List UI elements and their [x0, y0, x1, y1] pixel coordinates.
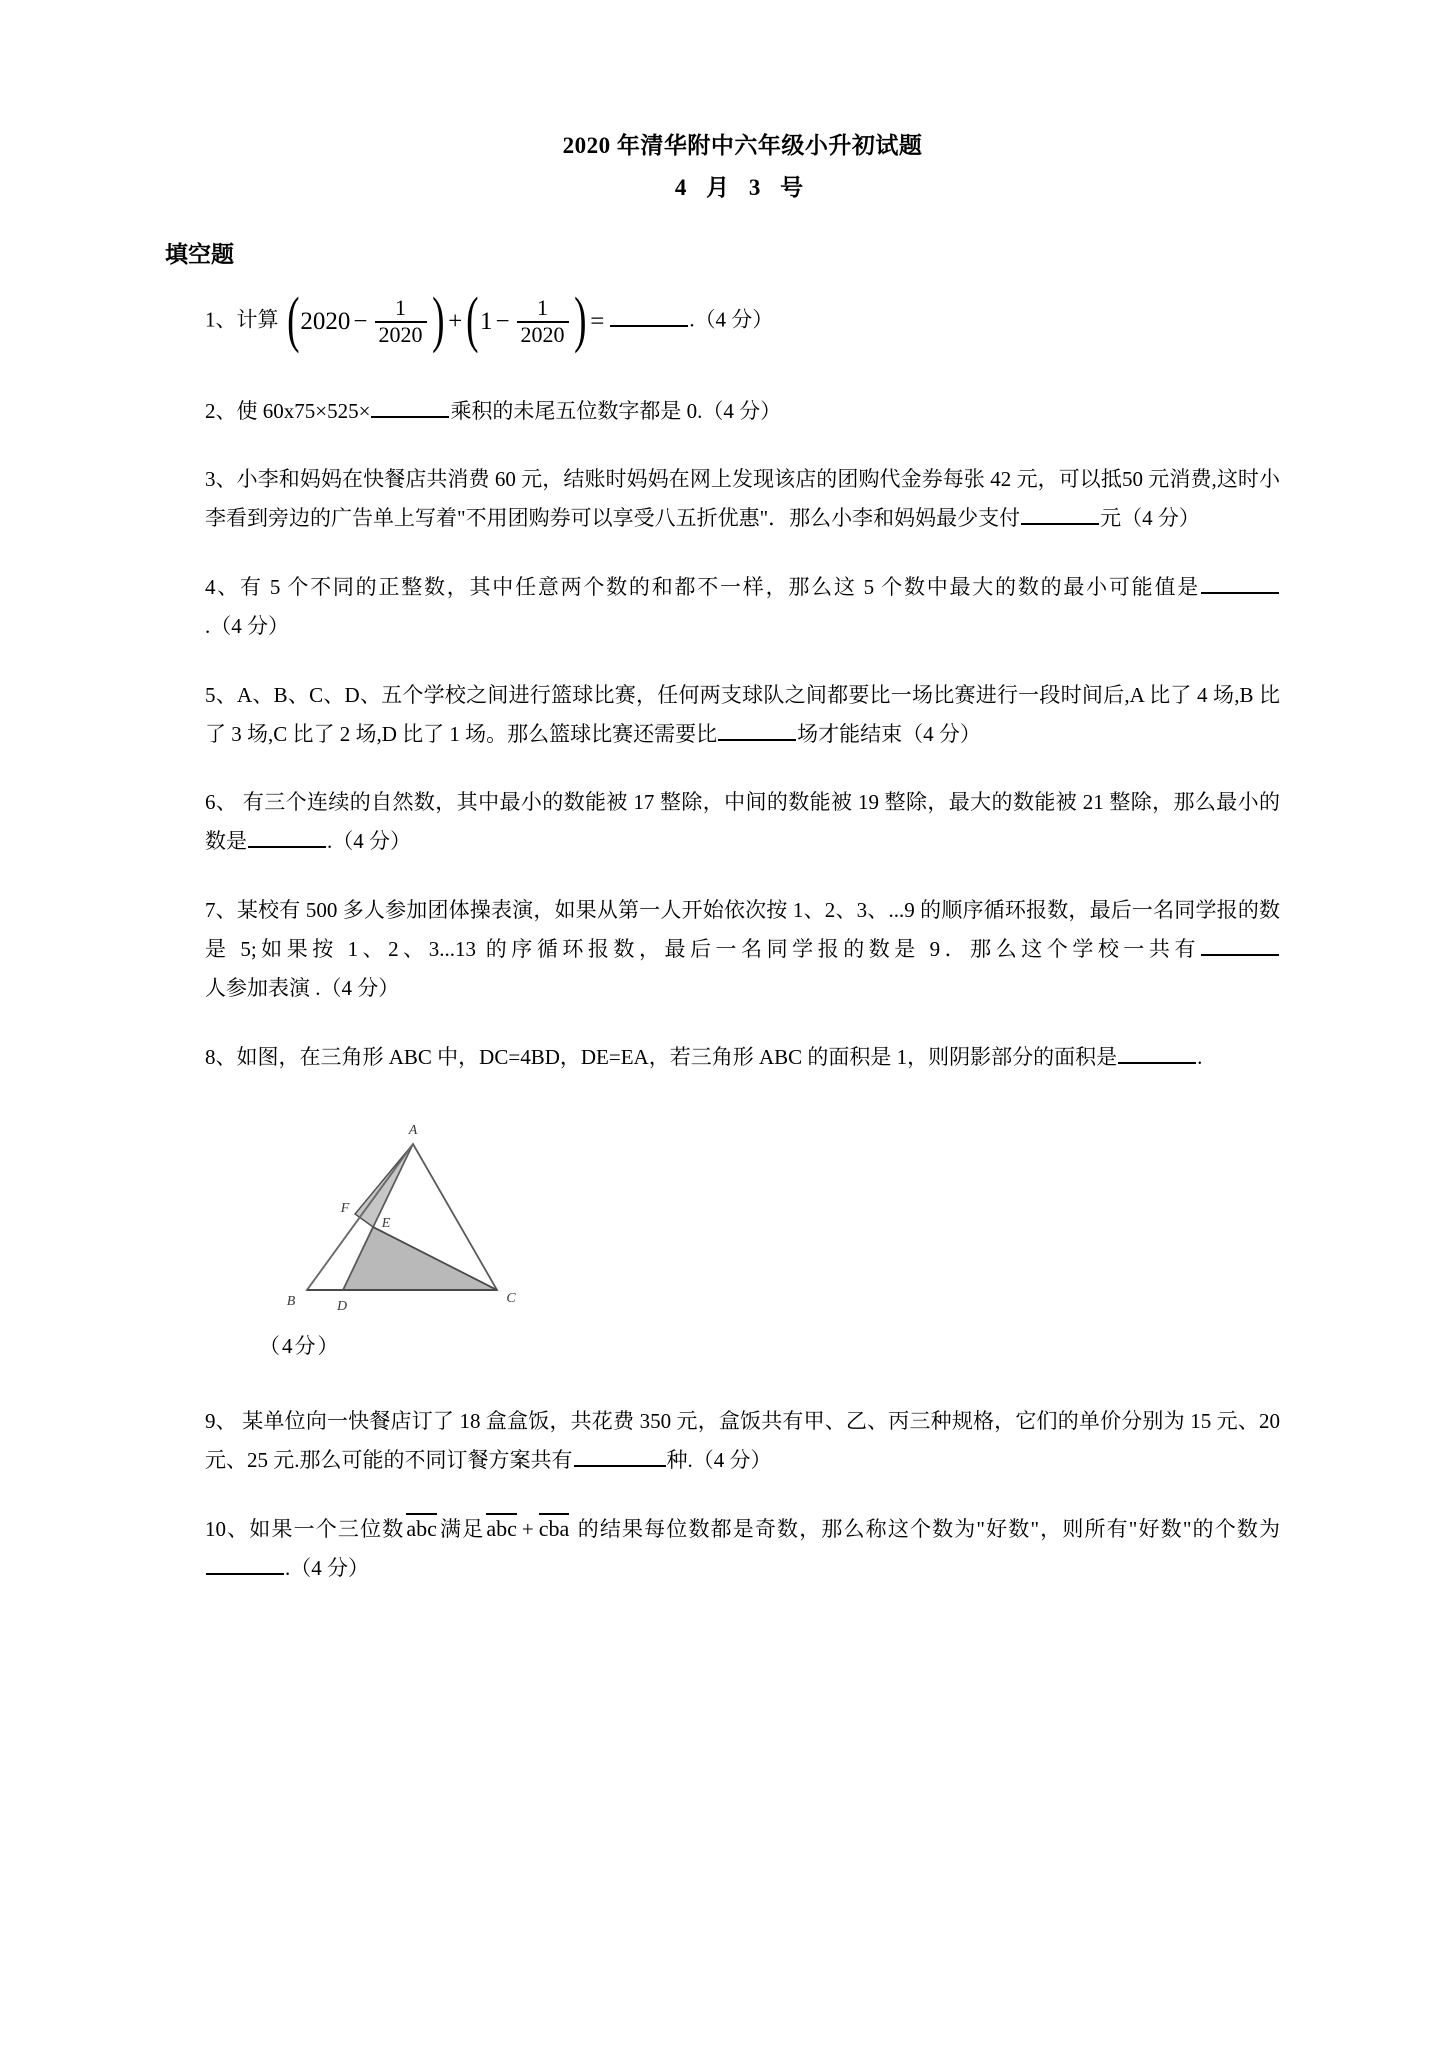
question-1-formula [286, 285, 608, 354]
question-8-text-after: . [1197, 1044, 1203, 1069]
triangle-diagram [245, 1102, 545, 1317]
vertex-label-c: C [506, 1291, 516, 1307]
question-5 [205, 676, 1280, 754]
vertex-label-a: A [408, 1123, 418, 1139]
answer-blank-8[interactable] [1118, 1041, 1196, 1064]
answer-blank-6[interactable] [248, 825, 326, 848]
right-paren-1: ) [431, 285, 445, 354]
question-10-plus: + [521, 1517, 534, 1542]
question-2-text-after: 乘积的未尾五位数字都是 0.（4 分） [450, 398, 782, 423]
question-7 [205, 891, 1280, 1008]
question-6 [205, 783, 1280, 861]
question-2 [205, 392, 1280, 431]
question-8-text-before: 8、如图，在三角形 ABC 中，DC=4BD，DE=EA，若三角形 ABC 的面积是 1，则阴影部分的面积是 [205, 1044, 1118, 1069]
question-4-text-after: .（4 分） [205, 613, 289, 638]
fraction-2-denominator: 2020 [517, 321, 569, 348]
question-8-score: （4分） [259, 1334, 341, 1359]
formula-term-a: 2020 [300, 308, 351, 336]
question-10-part4: .（4 分） [285, 1556, 369, 1581]
question-9 [205, 1402, 1280, 1480]
fraction-2-numerator: 1 [537, 295, 549, 321]
question-2-text-before: 2、使 60x75×525× [205, 398, 371, 423]
section-header-fill-in-blank: 填空题 [165, 242, 234, 268]
question-4 [205, 568, 1280, 646]
answer-blank-9[interactable] [574, 1444, 666, 1467]
fraction-2 [517, 296, 569, 347]
overline-abc-1: abc [406, 1513, 437, 1541]
question-5-text-before: 5、A、B、C、D、五个学校之间进行篮球比赛，任何两支球队之间都要比一场比赛进行一段时间后,A 比了 4 场,B 比了 3 场,C 比了 2 场,D 比了 1 场。那么篮球比赛还需要比 [205, 682, 1280, 746]
question-9-text-before: 9、 某单位向一快餐店订了 18 盒盒饭，共花费 350 元，盒饭共有甲、乙、丙三种规格，它们的单价分别为 15 元、20 元、25 元.那么可能的不同订餐方案共有 [205, 1409, 1280, 1473]
question-10-part3: 的结果每位数都是奇数，那么称这个数为"好数"，则所有"好数"的个数为 [577, 1517, 1281, 1542]
page-title: 2020 年清华附中六年级小升初试题 [562, 133, 923, 158]
question-9-text-after: 种.（4 分） [666, 1448, 772, 1473]
formula-term-b: 1 [479, 308, 493, 336]
shaded-region-dec [343, 1227, 497, 1290]
answer-blank-3[interactable] [1021, 502, 1099, 525]
question-8-figure [205, 1102, 1280, 1360]
formula-plus: + [448, 308, 463, 336]
fraction-1-denominator: 2020 [375, 321, 427, 348]
left-paren-2: ( [466, 285, 479, 354]
vertex-label-b: B [286, 1294, 296, 1310]
fraction-1-numerator: 1 [395, 295, 407, 321]
vertex-label-d: D [336, 1299, 348, 1315]
question-3-text-before: 3、小李和妈妈在快餐店共消费 60 元，结账时妈妈在网上发现该店的团购代金券每张 42 元，可以抵50 元消费,这时小李看到旁边的广告单上写着"不用团购券可以享受八五折优惠"．那么小李和妈妈最少支付 [205, 467, 1280, 531]
question-6-text-after: .（4 分） [327, 829, 411, 854]
overline-abc-2: abc [486, 1513, 517, 1541]
answer-blank-4[interactable] [1201, 571, 1279, 594]
question-10-part1: 10、如果一个三位数 [205, 1517, 405, 1542]
formula-equals: = [590, 308, 605, 336]
figure-spacer [205, 1368, 1280, 1402]
formula-minus-2: − [495, 308, 510, 336]
question-10-part2: 满足 [438, 1517, 485, 1542]
answer-blank-5[interactable] [718, 718, 796, 741]
question-1-number: 1、 [205, 307, 237, 332]
question-10 [205, 1510, 1280, 1588]
question-5-text-after: 场才能结束（4 分） [797, 721, 981, 746]
answer-blank-10[interactable] [206, 1552, 284, 1575]
question-3-text-after: 元（4 分） [1100, 506, 1200, 531]
answer-blank-1[interactable] [610, 304, 688, 327]
question-6-text-before: 6、 有三个连续的自然数，其中最小的数能被 17 整除，中间的数能被 19 整除，最大的数能被 21 整除，那么最小的数是 [205, 790, 1280, 854]
vertex-label-f: F [340, 1201, 350, 1217]
question-1 [205, 285, 1280, 354]
left-paren-1: ( [286, 285, 300, 354]
question-3 [205, 460, 1280, 538]
question-1-lead: 计算 [236, 307, 279, 332]
answer-blank-2[interactable] [371, 395, 449, 418]
right-paren-2: ) [573, 285, 587, 354]
question-8 [205, 1038, 1280, 1077]
question-7-text-before: 7、某校有 500 多人参加团体操表演，如果从第一人开始依次按 1、2、3、...9 的顺序循环报数，最后一名同学报的数是 5;如果按 1、2、3...13 的序循环报数，最后一名同学报的数是 9．那么这个学校一共有 [205, 898, 1280, 961]
page-subtitle: 4 月 3 号 [674, 175, 811, 201]
fraction-1 [375, 296, 427, 347]
vertex-label-e: E [381, 1216, 391, 1232]
question-1-tail: .（4 分） [689, 307, 774, 332]
answer-blank-7[interactable] [1201, 933, 1279, 956]
question-4-text-before: 4、有 5 个不同的正整数，其中任意两个数的和都不一样，那么这 5 个数中最大的数的最小可能值是 [205, 575, 1200, 600]
overline-cba: cba [539, 1513, 570, 1541]
formula-minus-1: − [353, 308, 368, 336]
question-7-text-after: 人参加表演 .（4 分） [205, 975, 400, 1000]
